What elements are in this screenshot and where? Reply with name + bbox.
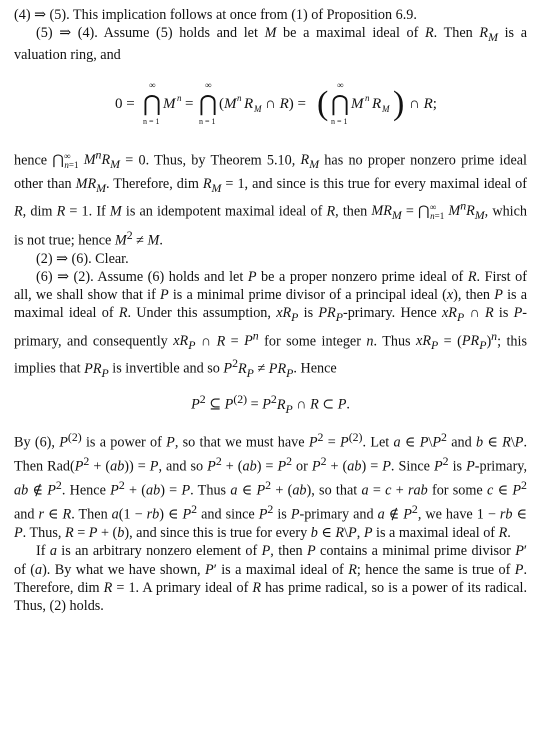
- paragraph-4: (2) ⇒ (6). Clear.: [36, 250, 129, 267]
- paragraph-7: If a is an arbitrary nonzero element of P, then P contains a minimal prime divisor P′ of (a). By what we have shown, P′ is a maximal ideal of R; hence the same is true of P. Therefore, dim R = 1. A primary ideal of R has prime radical, so is a power of its radical. Thus, (2) holds.: [14, 543, 528, 615]
- svg-text:n = 1: n = 1: [198, 116, 216, 126]
- svg-text:(M: (M: [218, 95, 236, 112]
- svg-text:n: n: [176, 92, 181, 103]
- svg-text:0 =: 0 =: [114, 95, 135, 112]
- svg-text:n: n: [364, 92, 369, 103]
- svg-text:(: (: [316, 84, 328, 122]
- equation-1: [14, 79, 527, 132]
- svg-text:): ): [392, 84, 404, 122]
- svg-text:⋂: ⋂: [198, 90, 217, 116]
- equation-1-svg: [71, 79, 471, 127]
- svg-text:∞: ∞: [204, 79, 211, 90]
- svg-text:n = 1: n = 1: [142, 116, 160, 126]
- svg-text:R: R: [371, 95, 381, 112]
- svg-text:=: =: [184, 95, 193, 112]
- svg-text:M: M: [162, 95, 175, 112]
- svg-text:R: R: [243, 95, 253, 112]
- paragraph-6: By (6), $P^{(2)}$ is a power of P, so that we must have $P^2 = P^{(2)}$. Let a ∈ $P\backslash P^2$ and b ∈ R\P. Then $Rad(P^2 + (ab)) = P$, and so $P^2 + (ab) = P^2$ or $P^2 + (ab) = P$. Since $P^2$ is P-primary, ab ∉ $P^2$. Hence $P^2 + (ab) = P$. Thus a ∈ $P^2 + (ab)$, so that a = c + rab for some c ∈ $P^2$ and r ∈ R. Then a(1 − rb) ∈ $P^2$ and since $P^2$ is P-primary and a ∉ $P^2$, we have 1 − rb ∈ P. Thus, R = P + (b), and since this is true for every b ∈ R\P, P is a maximal ideal of R.: [14, 429, 528, 542]
- paragraph-1: (4) ⇒ (5). This implication follows at once from (1) of Proposition 6.9.: [14, 7, 417, 23]
- svg-text:M: M: [253, 103, 261, 114]
- paragraph-5: (6) ⇒ (2). Assume (6) holds and let P be a proper nonzero prime ideal of R. First of all, we shall show that if P is a minimal prime divisor of a principal ideal (x), then P is a maximal ideal of R. Under this assumption, $xR_P$ is $PR_P$-primary. Hence $xR_P$ ∩ R is P-primary, and consequently $xR_P$ ∩ $R = P^n$ for some integer n. Thus $xR_P = (PR_P)^n$; this implies that $PR_P$ is invertible and so $P^2R_P \ne PR_P$. Hence: [14, 268, 528, 381]
- svg-text:M: M: [381, 103, 389, 114]
- paragraph-3: hence $⋂^\infty_{n=1}$ $M^nR_M = 0$. Thus, by Theorem 5.10, $R_M$ has no proper nonzero prime ideal other than $MR_M$. Therefore, dim $R_M = 1$, and since is this true for every maximal ideal of R, dim R = 1. If M is an idempotent maximal ideal of R, then $MR_M$ = $⋂^\infty_{n=1}$ $M^nR_M$, which is not true; hence $M^2 \ne M$.: [14, 147, 528, 249]
- svg-text:⋂: ⋂: [142, 90, 161, 116]
- svg-text:⋂: ⋂: [330, 90, 349, 116]
- svg-text:n: n: [236, 92, 241, 103]
- svg-text:∩ R;: ∩ R;: [408, 95, 437, 112]
- svg-text:n = 1: n = 1: [330, 116, 348, 126]
- svg-text:∞: ∞: [148, 79, 155, 90]
- svg-text:∞: ∞: [336, 79, 343, 90]
- equation-2: $P^2$ ⊆ $P^{(2)} = P^2R_P$ ∩ R ⊂ P.: [191, 392, 350, 416]
- svg-text:∩ R) =: ∩ R) =: [264, 95, 306, 112]
- svg-text:M: M: [350, 95, 363, 112]
- paragraph-2: (5) ⇒ (4). Assume (5) holds and let M be a maximal ideal of R. Then $R_M$ is a valuation ring, and: [14, 25, 527, 64]
